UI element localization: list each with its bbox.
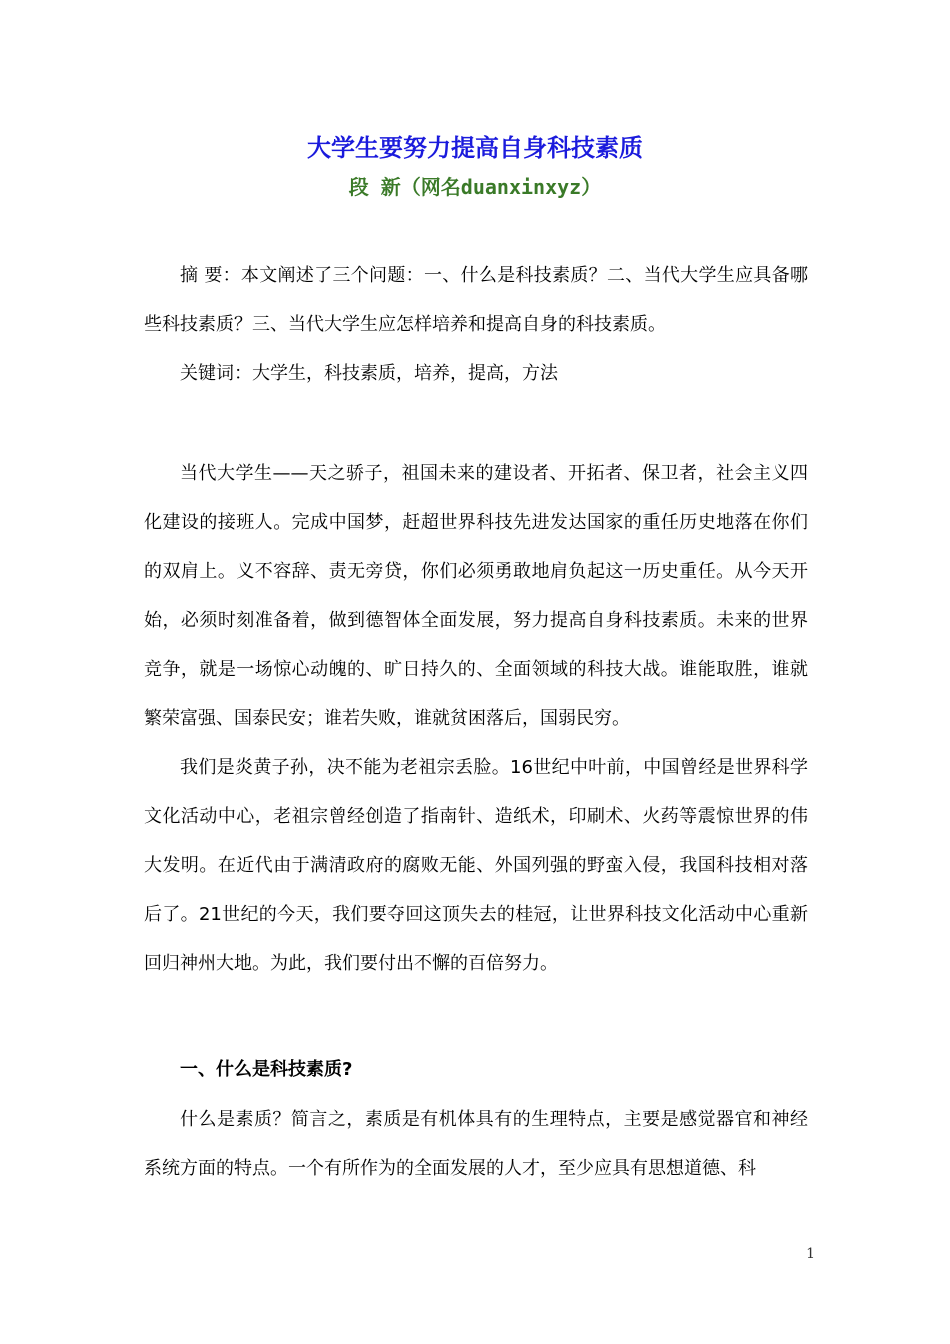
section-heading: 一、什么是科技素质? [180,1059,353,1080]
intro-paragraph-1: 当代大学生——天之骄子，祖国未来的建设者、开拓者、保卫者，社会主义四化建设的接班人。完成中国梦，赶超世界科技先进发达国家的重任历史地落在你们的双肩上。义不容辞、责无旁贷，你们必须勇敢地肩负起这一历史重任。从今天开始，必须时刻准备着，做到德智体全面发展，努力提高自身科技素质。未来的世界竞争，就是一场惊心动魄的、旷日持久的、全面领域的科技大战。谁能取胜，谁就繁荣富强、国泰民安；谁若失败，谁就贫困落后，国弱民穷。 [144,463,808,729]
section-paragraph: 什么是素质？简言之，素质是有机体具有的生理特点，主要是感觉器官和神经系统方面的特点。一个有所作为的全面发展的人才，至少应具有思想道德、科 [144,1109,808,1179]
document-author: 段 新（网名duanxinxyz） [348,175,602,199]
abstract [144,251,808,349]
page-number: 1 [806,1246,815,1262]
introduction [144,449,808,988]
section-body [144,1095,808,1193]
document-title: 大学生要努力提高自身科技素质 [307,134,643,162]
keywords-text: 关键词：大学生，科技素质，培养，提高，方法 [180,363,558,384]
intro-paragraph-2: 我们是炎黄子孙，决不能为老祖宗丢脸。16世纪中叶前，中国曾经是世界科学文化活动中心，老祖宗曾经创造了指南针、造纸术，印刷术、火药等震惊世界的伟大发明。在近代由于满清政府的腐败无能、外国列强的野蛮入侵，我国科技相对落后了。21世纪的今天，我们要夺回这顶失去的桂冠，让世界科技文化活动中心重新回归神州大地。为此，我们要付出不懈的百倍努力。 [144,757,808,974]
keywords [144,349,808,398]
abstract-text: 摘 要：本文阐述了三个问题：一、什么是科技素质？二、当代大学生应具备哪些科技素质？三、当代大学生应怎样培养和提高自身的科技素质。 [144,265,808,335]
